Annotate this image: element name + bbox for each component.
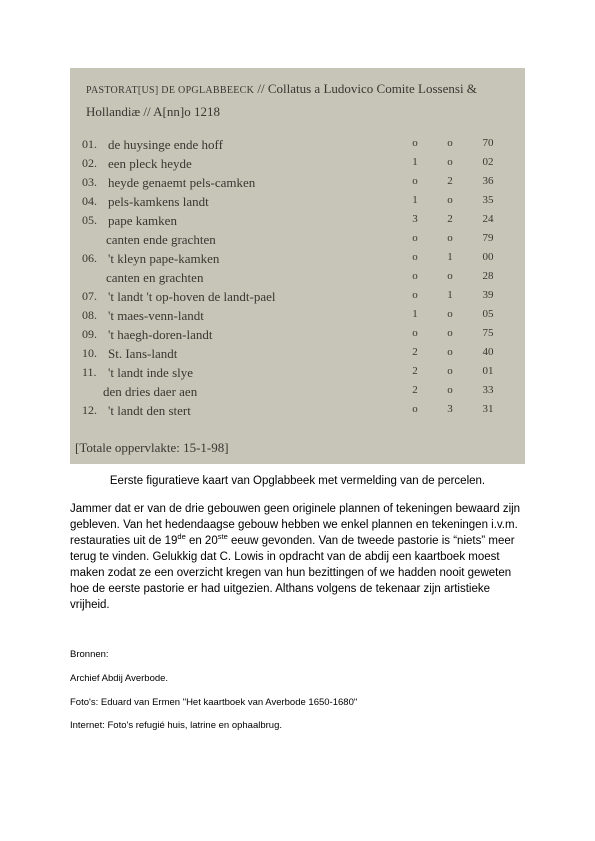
parcel-value: o xyxy=(447,232,453,244)
parcel-name: 't haegh-doren-landt xyxy=(108,327,213,342)
source-item: Foto's: Eduard van Ermen "Het kaartboek van Averbode 1650-1680" xyxy=(70,697,358,708)
sources-label: Bronnen: xyxy=(70,649,109,660)
plate-total: [Totale oppervlakte: 15-1-98] xyxy=(75,440,229,455)
archive-plate-image xyxy=(70,68,525,464)
parcel-number: 03. xyxy=(82,175,97,189)
parcel-number: 08. xyxy=(82,308,97,322)
parcel-value: o xyxy=(447,308,453,320)
parcel-row xyxy=(70,327,525,346)
parcel-row xyxy=(70,232,525,251)
parcel-value: o xyxy=(447,156,453,168)
parcel-value: 1 xyxy=(412,156,418,168)
parcel-value: 31 xyxy=(482,403,494,415)
parcel-name: een pleck heyde xyxy=(108,156,192,171)
parcel-value: o xyxy=(412,175,418,187)
parcel-value: o xyxy=(412,270,418,282)
parcel-number: 12. xyxy=(82,403,97,417)
parcel-number: 06. xyxy=(82,251,97,265)
parcel-value: 2 xyxy=(447,213,453,225)
parcel-value: 2 xyxy=(412,346,418,358)
plate-heading-rest: // Collatus a Ludovico Comite Lossensi & Hollandiæ // A[nn]o 1218 xyxy=(86,81,477,119)
parcel-number: 04. xyxy=(82,194,97,208)
paragraph-part-3: eeuw gevonden. Van de tweede pastorie is “niets” meer terug te vinden. Gelukkig dat C. Lowis in opdracht van de abdij een kaartboek moest maken zodat ze een overzicht kregen van hun bezittingen of we hadden nooit geweten hoe de eerste pastorie er had uitgezien. Althans volgens de tekenaar zijn artistieke vrijheid. xyxy=(70,535,515,611)
parcel-value: 3 xyxy=(412,213,418,225)
parcel-value: o xyxy=(447,327,453,339)
parcel-number: 11. xyxy=(82,365,97,379)
parcel-number: 07. xyxy=(82,289,97,303)
parcel-name: canten ende grachten xyxy=(106,232,216,247)
parcel-name: canten en grachten xyxy=(106,270,204,285)
parcel-row xyxy=(70,270,525,289)
parcel-row xyxy=(70,403,525,422)
parcel-name: pels-kamkens landt xyxy=(108,194,209,209)
parcel-name: 't maes-venn-landt xyxy=(108,308,204,323)
paragraph-part-1: Jammer dat er van de drie gebouwen geen originele plannen of tekeningen bewaard zijn gebleven. Van het hedendaagse gebouw hebben we enkel plannen en tekeningen i.v.m. restauraties uit de 19 xyxy=(70,503,521,547)
parcel-value: 01 xyxy=(482,365,494,377)
parcel-row xyxy=(70,289,525,308)
plate-heading xyxy=(86,78,518,122)
parcel-number: 01. xyxy=(82,137,97,151)
parcel-name: 't landt den stert xyxy=(108,403,191,418)
parcel-value: 2 xyxy=(412,384,418,396)
parcel-value: 02 xyxy=(482,156,494,168)
parcel-value: 35 xyxy=(482,194,494,206)
parcel-name: den dries daer aen xyxy=(103,384,198,399)
parcel-value: 36 xyxy=(482,175,494,187)
parcel-number: 05. xyxy=(82,213,97,227)
parcel-value: 2 xyxy=(412,365,418,377)
parcel-value: o xyxy=(447,194,453,206)
parcel-value: 1 xyxy=(447,289,453,301)
parcel-value: o xyxy=(412,251,418,263)
parcel-value: 33 xyxy=(482,384,494,396)
parcel-row xyxy=(70,308,525,327)
parcel-value: 1 xyxy=(412,194,418,206)
paragraph-part-2: en 20 xyxy=(185,535,218,547)
parcel-value: 39 xyxy=(482,289,494,301)
parcel-value: 1 xyxy=(412,308,418,320)
parcel-value: 79 xyxy=(482,232,494,244)
parcel-value: 40 xyxy=(482,346,494,358)
parcel-value: o xyxy=(447,137,453,149)
parcel-name: 't landt 't op-hoven de landt-pael xyxy=(108,289,276,304)
parcel-name: St. Ians-landt xyxy=(108,346,178,361)
parcel-row xyxy=(70,251,525,270)
parcel-value: 3 xyxy=(447,403,453,415)
parcel-value: o xyxy=(412,289,418,301)
parcel-value: 05 xyxy=(482,308,494,320)
parcel-row xyxy=(70,156,525,175)
parcel-row xyxy=(70,384,525,403)
parcel-number: 09. xyxy=(82,327,97,341)
parcel-row xyxy=(70,346,525,365)
source-item: Internet: Foto's refugié huis, latrine en ophaalbrug. xyxy=(70,720,283,731)
image-caption: Eerste figuratieve kaart van Opglabbeek met vermelding van de percelen. xyxy=(109,475,486,487)
parcel-row xyxy=(70,137,525,156)
source-item: Archief Abdij Averbode. xyxy=(70,673,169,684)
parcel-row xyxy=(70,365,525,384)
parcel-value: 1 xyxy=(447,251,453,263)
superscript-de: de xyxy=(177,532,186,542)
parcel-number: 10. xyxy=(82,346,97,360)
parcel-value: 2 xyxy=(447,175,453,187)
parcel-name: de huysinge ende hoff xyxy=(108,137,223,152)
parcel-name: heyde genaemt pels-camken xyxy=(108,175,256,190)
parcel-row xyxy=(70,194,525,213)
parcel-name: pape kamken xyxy=(108,213,177,228)
parcel-name: 't kleyn pape-kamken xyxy=(108,251,220,266)
parcel-value: o xyxy=(447,270,453,282)
parcel-value: 70 xyxy=(482,137,494,149)
parcel-value: o xyxy=(447,365,453,377)
parcel-row xyxy=(70,175,525,194)
plate-heading-caps: PASTORAT[US] DE OPGLABBEECK xyxy=(86,85,255,96)
parcel-value: 75 xyxy=(482,327,494,339)
parcel-value: o xyxy=(412,327,418,339)
body-paragraph xyxy=(70,501,530,613)
parcel-value: 24 xyxy=(482,213,494,225)
parcel-number: 02. xyxy=(82,156,97,170)
parcel-row xyxy=(70,213,525,232)
parcel-value: o xyxy=(447,384,453,396)
parcel-value: 28 xyxy=(482,270,494,282)
parcel-value: o xyxy=(412,232,418,244)
parcel-value: 00 xyxy=(482,251,494,263)
superscript-ste: ste xyxy=(217,532,228,542)
parcel-name: 't landt inde slye xyxy=(108,365,194,380)
parcel-value: o xyxy=(447,346,453,358)
parcel-value: o xyxy=(412,403,418,415)
parcel-value: o xyxy=(412,137,418,149)
